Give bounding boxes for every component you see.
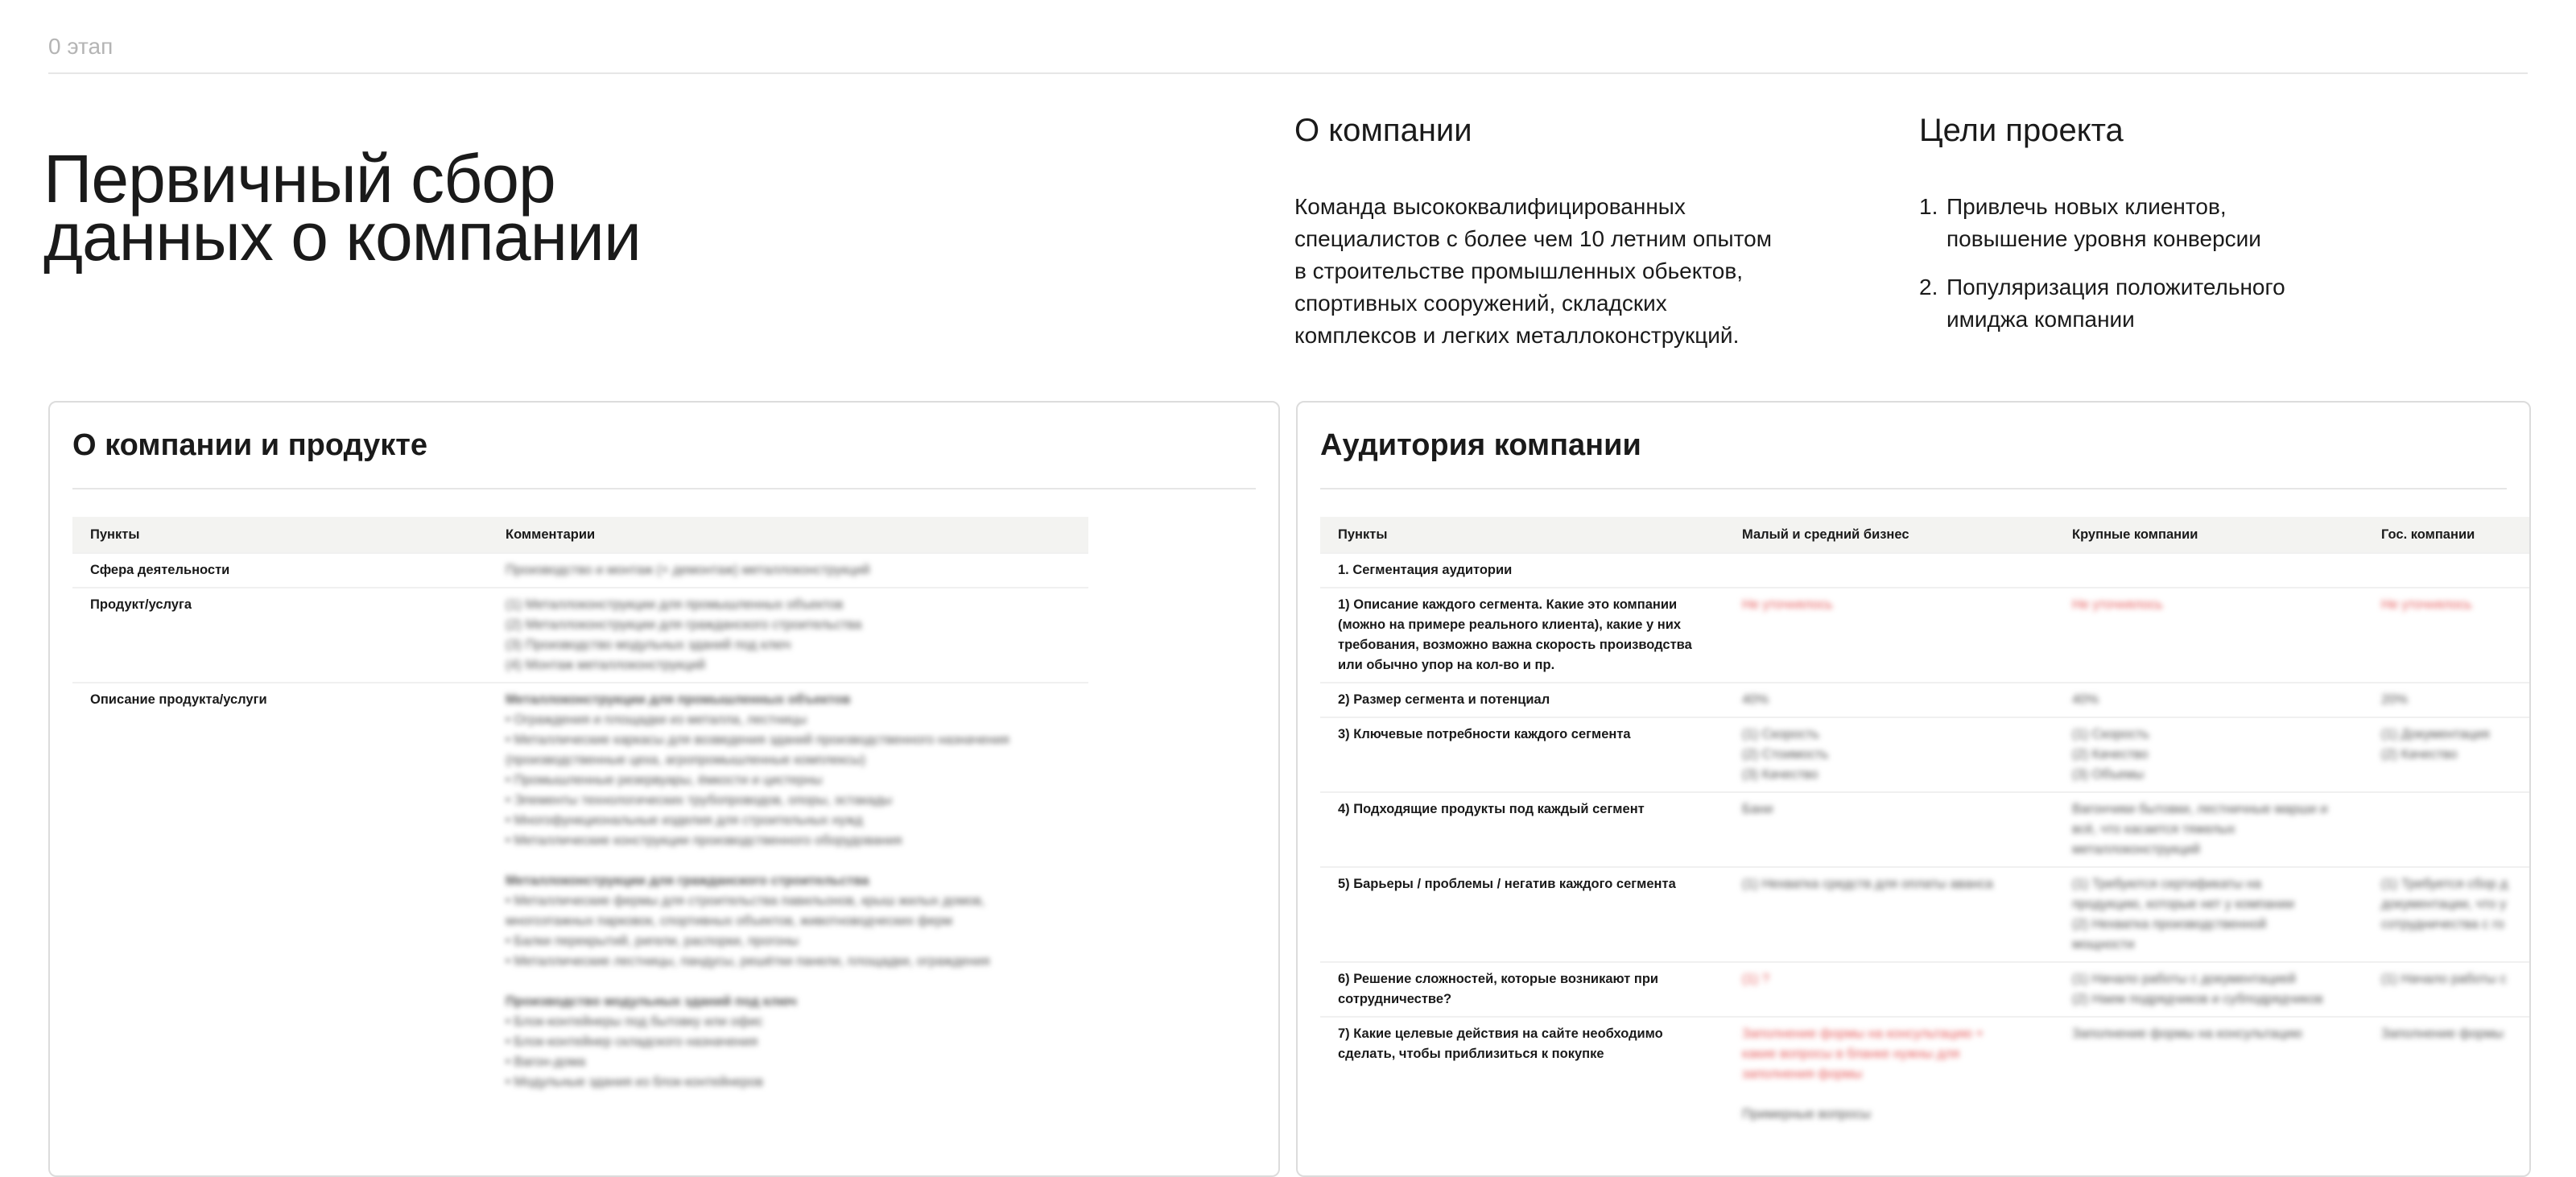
goals-heading: Цели проекта	[1919, 113, 2124, 148]
about-line: в строительстве промышленных обьектов,	[1294, 258, 1744, 283]
cell-line: Вагончики бытовки, лестничные марши и	[2072, 802, 2328, 816]
cell-line: (1) Скорость	[2072, 727, 2150, 741]
cell-line: • Металлические фермы для строительства павильонов, крыш жилых домов,	[506, 894, 985, 908]
cell-line: документации, что у	[2381, 897, 2507, 911]
cell-line: (2) Нехватка производственной	[2072, 917, 2267, 931]
goal-line: имиджа компании	[1946, 307, 2135, 332]
cell-line: сделать, чтобы приблизиться к покупке	[1338, 1047, 1604, 1061]
goals-list	[1919, 191, 2434, 336]
table-row	[72, 553, 1088, 588]
about-section	[1294, 113, 1810, 352]
segment-cell	[2054, 962, 2363, 1017]
cell-line: 2) Размер сегмента и потенциал	[1338, 692, 1550, 707]
cell-line: 4) Подходящие продукты под каждый сегмент	[1338, 802, 1645, 816]
cell-line: Примерные вопросы	[1742, 1107, 1871, 1121]
goal-line: Популяризация положительного	[1946, 275, 2285, 299]
cell-line: Производство и монтаж (+ демонтаж) металлоконструкций	[506, 563, 870, 577]
segment-cell	[2363, 867, 2531, 962]
cell-line: сотрудничества с го	[2381, 917, 2505, 931]
cell-line: 1) Описание каждого сегмента. Какие это компании	[1338, 597, 1678, 612]
cell-line: 1. Сегментация аудитории	[1338, 563, 1513, 577]
row-label: Продукт/услуга	[72, 588, 488, 683]
cell-line: заполнения формы	[1742, 1067, 1863, 1081]
table-row	[1320, 683, 2531, 717]
cell-line: • Промышленные резервуары, ёмкости и цистерны	[506, 773, 823, 787]
segment-cell	[1724, 962, 2054, 1017]
cell-line: (1) Металлоконструкции для промышленных объектов	[506, 597, 844, 612]
cell-line: • Элементы технологических трубопроводов, опоры, эстакады	[506, 793, 892, 807]
about-line: специалистов с более чем 10 летним опытом	[1294, 226, 1772, 251]
cell-line: • Многофункциональные изделия для строительных нужд	[506, 813, 863, 828]
stage-label: 0 этап	[48, 34, 114, 59]
about-text	[1294, 191, 1810, 352]
row-label: Сфера деятельности	[72, 553, 488, 588]
goal-number: 1.	[1919, 194, 1938, 219]
header-divider	[48, 72, 2528, 74]
segment-cell	[2054, 1017, 2363, 1131]
about-line: комплексов и легких металлоконструкций.	[1294, 323, 1740, 348]
cell-line: 20%	[2381, 692, 2409, 707]
cell-line: • Блок-контейнер складского назначения	[506, 1035, 758, 1049]
cell-line: металлоконструкций	[2072, 842, 2200, 857]
segment-cell	[1724, 792, 2054, 867]
cell-line: 40%	[2072, 692, 2099, 707]
audience-table-header-row	[1320, 517, 2531, 553]
goal-item	[1919, 271, 2434, 336]
cell-line: 40%	[1742, 692, 1769, 707]
segment-cell	[1724, 717, 2054, 792]
product-table-header-row	[72, 517, 1088, 553]
about-heading: О компании	[1294, 113, 1472, 148]
segment-cell	[2363, 553, 2531, 588]
column-header: Пункты	[72, 517, 488, 553]
cell-line: (3) Качество	[1742, 767, 1818, 782]
row-label	[1320, 867, 1724, 962]
cell-line: (1) Требуются сертификаты на	[2072, 877, 2262, 891]
column-header: Крупные компании	[2054, 517, 2363, 553]
cell-line: (1) Скорость	[1742, 727, 1820, 741]
cell-line: Не уточнялось	[2072, 597, 2163, 612]
cell-line: • Модульные здания из блок-контейнеров	[506, 1075, 764, 1089]
product-card-title: О компании и продукте	[72, 428, 428, 462]
product-card-divider	[72, 488, 1256, 489]
about-line: спортивных сооружений, складских	[1294, 291, 1667, 316]
cell-line: сотрудничестве?	[1338, 992, 1452, 1006]
cell-line: или обычно упор на кол-во и пр.	[1338, 658, 1555, 672]
column-header: Комментарии	[488, 517, 1088, 553]
product-table	[72, 517, 1088, 1099]
cell-line: (2) Качество	[2381, 747, 2458, 762]
cell-line: Заполнение формы на консультацию +	[1742, 1026, 1984, 1041]
segment-cell	[2054, 553, 2363, 588]
segment-cell	[1724, 1017, 2054, 1131]
cell-line: какие вопросы в бланке нужны для	[1742, 1047, 1960, 1061]
row-comment	[488, 588, 1088, 683]
cell-line: всё, что касается тяжелых	[2072, 822, 2235, 836]
about-line: Команда высококвалифицированных	[1294, 194, 1686, 219]
cell-line: Не уточнялось	[1742, 597, 1833, 612]
segment-cell	[2054, 683, 2363, 717]
cell-line: Металлоконструкции для промышленных объектов	[506, 692, 851, 707]
goal-line: Привлечь новых клиентов,	[1946, 194, 2227, 219]
table-row	[1320, 553, 2531, 588]
cell-line: (1) Требуется сбор д	[2381, 877, 2508, 891]
cell-line: (3) Производство модульных зданий под ключ	[506, 638, 791, 652]
table-row	[1320, 717, 2531, 792]
cell-line: (1) Нехватка средств для оплаты аванса	[1742, 877, 1993, 891]
cell-line: • Металлические лестницы, пандусы, решётки панели, площадки, ограждения	[506, 954, 990, 968]
segment-cell	[2363, 1017, 2531, 1131]
cell-line: (можно на примере реального клиента), какие у них	[1338, 617, 1682, 632]
segment-cell	[1724, 588, 2054, 683]
table-row	[1320, 588, 2531, 683]
row-comment	[488, 683, 1088, 1099]
segment-cell	[2363, 792, 2531, 867]
cell-line: мощности	[2072, 937, 2135, 952]
cell-line: (2) Качество	[2072, 747, 2149, 762]
table-row	[72, 588, 1088, 683]
segment-cell	[1724, 683, 2054, 717]
cell-line	[506, 851, 1071, 871]
column-header: Малый и средний бизнес	[1724, 517, 2054, 553]
table-row	[72, 683, 1088, 1099]
table-row	[1320, 1017, 2531, 1131]
cell-line: (1) ?	[1742, 972, 1769, 986]
segment-cell	[2054, 588, 2363, 683]
page-title	[43, 141, 641, 275]
cell-line: • Балки перекрытий, ригели, распорки, прогоны	[506, 934, 799, 948]
cell-line: • Блок-контейнеры под бытовку или офис	[506, 1014, 763, 1029]
cell-line: • Металлические конструкции производственного оборудования	[506, 833, 902, 848]
row-label	[1320, 553, 1724, 588]
cell-line	[506, 972, 1071, 992]
audience-card-divider	[1320, 488, 2507, 489]
cell-line: требования, возможно важна скорость производства	[1338, 638, 1692, 652]
segment-cell	[1724, 553, 2054, 588]
cell-line: (производственные цеха, агропромышленные комплексы)	[506, 753, 866, 767]
cell-line: 6) Решение сложностей, которые возникают при	[1338, 972, 1659, 986]
audience-table	[1320, 517, 2531, 1131]
cell-line: (1) Начало работы с документацией	[2072, 972, 2296, 986]
segment-cell	[2363, 683, 2531, 717]
row-label	[1320, 683, 1724, 717]
cell-line: Заполнение формы на консультацию	[2072, 1026, 2302, 1041]
cell-line: 5) Барьеры / проблемы / негатив каждого сегмента	[1338, 877, 1676, 891]
goal-number: 2.	[1919, 275, 1938, 299]
cell-line: Заполнение формы	[2381, 1026, 2504, 1041]
column-header: Пункты	[1320, 517, 1724, 553]
cell-line	[1742, 1084, 2037, 1105]
row-label	[1320, 717, 1724, 792]
segment-cell	[2363, 717, 2531, 792]
column-header: Гос. компании	[2363, 517, 2531, 553]
goal-line: повышение уровня конверсии	[1946, 226, 2261, 251]
audience-card	[1296, 401, 2531, 1177]
table-row	[1320, 867, 2531, 962]
cell-line: многоэтажных парковок, спортивных объектов, животноводческих ферм	[506, 914, 952, 928]
cell-line: (1) Документация	[2381, 727, 2490, 741]
segment-cell	[2054, 792, 2363, 867]
table-row	[1320, 792, 2531, 867]
segment-cell	[2054, 867, 2363, 962]
goals-section	[1919, 113, 2434, 352]
cell-line: (3) Объемы	[2072, 767, 2145, 782]
cell-line: 7) Какие целевые действия на сайте необходимо	[1338, 1026, 1663, 1041]
segment-cell	[2363, 588, 2531, 683]
page-title-line: Первичный сбор	[43, 141, 555, 217]
cell-line: (4) Монтаж металлоконструкций	[506, 658, 706, 672]
cell-line: 3) Ключевые потребности каждого сегмента	[1338, 727, 1631, 741]
row-label: Описание продукта/услуги	[72, 683, 488, 1099]
cell-line: Не уточнялось	[2381, 597, 2472, 612]
table-row	[1320, 962, 2531, 1017]
page-title-line: данных о компании	[43, 199, 641, 275]
row-comment	[488, 553, 1088, 588]
cell-line: (2) Наем подрядчиков и субподрядчиков	[2072, 992, 2323, 1006]
cell-line: • Ограждения и площадки из металла, лестницы	[506, 712, 807, 727]
cell-line: (1) Начало работы с	[2381, 972, 2507, 986]
segment-cell	[1724, 867, 2054, 962]
cell-line: Бани	[1742, 802, 1773, 816]
row-label	[1320, 1017, 1724, 1131]
cell-line: • Вагон-дома	[506, 1055, 586, 1069]
audience-card-title: Аудитория компании	[1320, 428, 1641, 462]
cell-line: (2) Металлоконструкции для гражданского строительства	[506, 617, 862, 632]
row-label	[1320, 588, 1724, 683]
cell-line: продукцию, которые нет у компании	[2072, 897, 2295, 911]
row-label	[1320, 792, 1724, 867]
segment-cell	[2363, 962, 2531, 1017]
cell-line: Производство модульных зданий под ключ	[506, 994, 797, 1009]
product-card	[48, 401, 1280, 1177]
row-label	[1320, 962, 1724, 1017]
segment-cell	[2054, 717, 2363, 792]
goal-item	[1919, 191, 2434, 255]
cell-line: (2) Стоимость	[1742, 747, 1829, 762]
cell-line: • Металлические каркасы для возведения зданий производственного назначения	[506, 733, 1009, 747]
cell-line: Металлоконструкции для гражданского строительства	[506, 873, 869, 888]
